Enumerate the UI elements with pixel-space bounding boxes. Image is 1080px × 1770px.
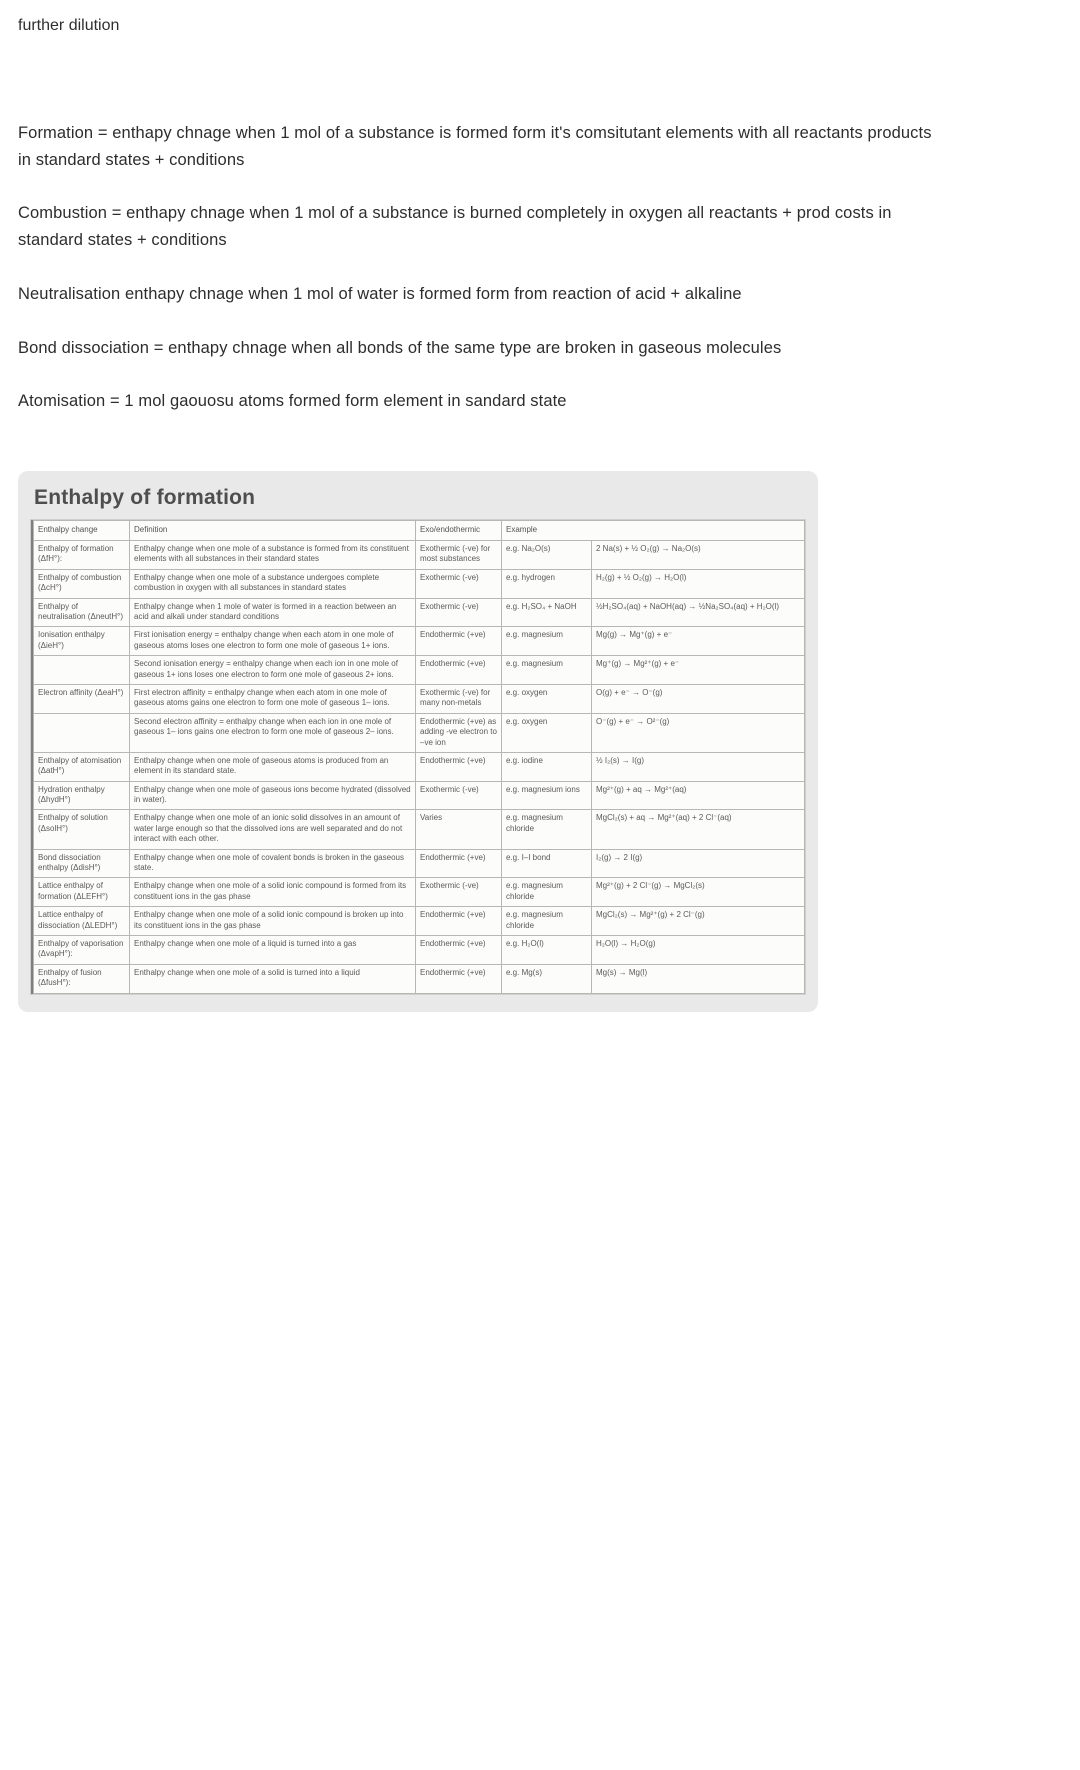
- cell-equation: Mg²⁺(g) + aq → Mg²⁺(aq): [592, 781, 805, 810]
- paragraph-bond-dissociation[interactable]: Bond dissociation = enthapy chnage when all bonds of the same type are broken in gaseous molecules: [18, 338, 782, 357]
- cell-definition: Enthalpy change when one mole of a solid ionic compound is broken up into its constituent ions in the gas phase: [130, 907, 416, 936]
- cell-term: Enthalpy of combustion (ΔcH°): [34, 569, 130, 598]
- cell-example: e.g. magnesium: [502, 656, 592, 685]
- cell-definition: First electron affinity = enthalpy change when each atom in one mole of gaseous atoms gains one electron to form one mole of gaseous 1– ions.: [130, 684, 416, 713]
- definition-paragraphs: [18, 120, 1040, 415]
- cell-definition: Second ionisation energy = enthalpy change when each ion in one mole of gaseous 1+ ions loses one electron to form one mole of gaseous 2+ ions.: [130, 656, 416, 685]
- cell-thermic: Endothermic (+ve): [416, 964, 502, 993]
- cell-term: Ionisation enthalpy (ΔieH°): [34, 627, 130, 656]
- table-row: [34, 781, 805, 810]
- cell-definition: Enthalpy change when one mole of a solid is turned into a liquid: [130, 964, 416, 993]
- note-line-further-dilution[interactable]: further dilution: [18, 17, 120, 34]
- enthalpy-table: [33, 520, 805, 994]
- cell-example: e.g. H₂O(l): [502, 935, 592, 964]
- cell-thermic: Exothermic (-ve) for many non-metals: [416, 684, 502, 713]
- enthalpy-table-image: [31, 520, 805, 994]
- table-row: [34, 713, 805, 752]
- cell-equation: I₂(g) → 2 I(g): [592, 849, 805, 878]
- cell-equation: O(g) + e⁻ → O⁻(g): [592, 684, 805, 713]
- cell-definition: First ionisation energy = enthalpy change when each atom in one mole of gaseous atoms loses one electron to form one mole of gaseous 1+ ions.: [130, 627, 416, 656]
- header-definition: Definition: [130, 521, 416, 541]
- cell-definition: Enthalpy change when one mole of covalent bonds is broken in the gaseous state.: [130, 849, 416, 878]
- enthalpy-of-formation-card[interactable]: [18, 471, 818, 1012]
- cell-example: e.g. I–I bond: [502, 849, 592, 878]
- table-row: [34, 907, 805, 936]
- cell-term: Electron affinity (ΔeaH°): [34, 684, 130, 713]
- cell-term: Enthalpy of vaporisation (ΔvapH°):: [34, 935, 130, 964]
- cell-thermic: Endothermic (+ve): [416, 849, 502, 878]
- paragraph-combustion[interactable]: Combustion = enthapy chnage when 1 mol of a substance is burned completely in oxygen all reactants + prod costs in standard states + conditions: [18, 204, 892, 250]
- header-exo-endothermic: Exo/endothermic: [416, 521, 502, 541]
- table-row: [34, 627, 805, 656]
- cell-equation: Mg(g) → Mg⁺(g) + e⁻: [592, 627, 805, 656]
- table-row: [34, 569, 805, 598]
- cell-example: e.g. magnesium chloride: [502, 878, 592, 907]
- cell-equation: MgCl₂(s) → Mg²⁺(g) + 2 Cl⁻(g): [592, 907, 805, 936]
- cell-equation: H₂(g) + ½ O₂(g) → H₂O(l): [592, 569, 805, 598]
- cell-thermic: Exothermic (-ve): [416, 598, 502, 627]
- cell-equation: Mg⁺(g) → Mg²⁺(g) + e⁻: [592, 656, 805, 685]
- header-enthalpy-change: Enthalpy change: [34, 521, 130, 541]
- table-row: [34, 849, 805, 878]
- table-row: [34, 964, 805, 993]
- cell-example: e.g. Na₂O(s): [502, 541, 592, 570]
- cell-equation: 2 Na(s) + ½ O₂(g) → Na₂O(s): [592, 541, 805, 570]
- cell-term: Enthalpy of atomisation (ΔatH°): [34, 752, 130, 781]
- table-row: [34, 684, 805, 713]
- cell-definition: Enthalpy change when one mole of a substance is formed from its constituent elements with all substances in their standard states: [130, 541, 416, 570]
- header-example: Example: [502, 521, 805, 541]
- cell-example: e.g. magnesium: [502, 627, 592, 656]
- cell-definition: Enthalpy change when one mole of a liquid is turned into a gas: [130, 935, 416, 964]
- table-row: [34, 541, 805, 570]
- cell-thermic: Exothermic (-ve): [416, 781, 502, 810]
- cell-term: Bond dissociation enthalpy (ΔdisH°): [34, 849, 130, 878]
- cell-term: Lattice enthalpy of dissociation (ΔLEDH°): [34, 907, 130, 936]
- cell-equation: O⁻(g) + e⁻ → O²⁻(g): [592, 713, 805, 752]
- cell-definition: Enthalpy change when one mole of an ionic solid dissolves in an amount of water large enough so that the dissolved ions are well separated and do not interact with each other.: [130, 810, 416, 849]
- cell-term: Hydration enthalpy (ΔhydH°): [34, 781, 130, 810]
- cell-example: e.g. magnesium ions: [502, 781, 592, 810]
- cell-equation: MgCl₂(s) + aq → Mg²⁺(aq) + 2 Cl⁻(aq): [592, 810, 805, 849]
- table-row: [34, 598, 805, 627]
- cell-thermic: Endothermic (+ve): [416, 627, 502, 656]
- cell-example: e.g. magnesium chloride: [502, 907, 592, 936]
- cell-term: Lattice enthalpy of formation (ΔLEFH°): [34, 878, 130, 907]
- cell-definition: Enthalpy change when one mole of a substance undergoes complete combustion in oxygen with all substances in standard states: [130, 569, 416, 598]
- table-row: [34, 935, 805, 964]
- cell-equation: ½ I₂(s) → I(g): [592, 752, 805, 781]
- cell-definition: Enthalpy change when one mole of a solid ionic compound is formed from its constituent ions in the gas phase: [130, 878, 416, 907]
- table-row: [34, 656, 805, 685]
- cell-thermic: Exothermic (-ve): [416, 878, 502, 907]
- paragraph-atomisation[interactable]: Atomisation = 1 mol gaouosu atoms formed form element in sandard state: [18, 392, 567, 411]
- cell-term: [34, 713, 130, 752]
- paragraph-neutralisation[interactable]: Neutralisation enthapy chnage when 1 mol of water is formed form from reaction of acid + alkaline: [18, 284, 742, 303]
- cell-example: e.g. hydrogen: [502, 569, 592, 598]
- cell-thermic: Endothermic (+ve): [416, 935, 502, 964]
- cell-example: e.g. oxygen: [502, 684, 592, 713]
- cell-thermic: Endothermic (+ve) as adding -ve electron to –ve ion: [416, 713, 502, 752]
- enthalpy-table-body: [34, 541, 805, 994]
- cell-thermic: Varies: [416, 810, 502, 849]
- cell-equation: Mg(s) → Mg(l): [592, 964, 805, 993]
- cell-term: Enthalpy of formation (ΔfH°):: [34, 541, 130, 570]
- cell-example: e.g. oxygen: [502, 713, 592, 752]
- cell-thermic: Endothermic (+ve): [416, 656, 502, 685]
- cell-example: e.g. H₂SO₄ + NaOH: [502, 598, 592, 627]
- cell-example: e.g. iodine: [502, 752, 592, 781]
- paragraph-formation[interactable]: Formation = enthapy chnage when 1 mol of a substance is formed form it's comsitutant elements with all reactants products in standard states + conditions: [18, 124, 932, 169]
- cell-definition: Enthalpy change when one mole of gaseous atoms is produced from an element in its standard state.: [130, 752, 416, 781]
- cell-definition: Enthalpy change when 1 mole of water is formed in a reaction between an acid and alkali under standard conditions: [130, 598, 416, 627]
- table-row: [34, 752, 805, 781]
- cell-example: e.g. magnesium chloride: [502, 810, 592, 849]
- cell-example: e.g. Mg(s): [502, 964, 592, 993]
- cell-definition: Enthalpy change when one mole of gaseous ions become hydrated (dissolved in water).: [130, 781, 416, 810]
- table-row: [34, 878, 805, 907]
- cell-term: Enthalpy of solution (ΔsolH°): [34, 810, 130, 849]
- cell-equation: ½H₂SO₄(aq) + NaOH(aq) → ½Na₂SO₄(aq) + H₂O(l): [592, 598, 805, 627]
- cell-definition: Second electron affinity = enthalpy change when each ion in one mole of gaseous 1– ions gains one electron to form one mole of gaseous 2– ions.: [130, 713, 416, 752]
- cell-equation: H₂O(l) → H₂O(g): [592, 935, 805, 964]
- cell-thermic: Exothermic (-ve): [416, 569, 502, 598]
- cell-term: Enthalpy of fusion (ΔfusH°):: [34, 964, 130, 993]
- table-row: [34, 810, 805, 849]
- cell-equation: Mg²⁺(g) + 2 Cl⁻(g) → MgCl₂(s): [592, 878, 805, 907]
- cell-term: Enthalpy of neutralisation (ΔneutH°): [34, 598, 130, 627]
- cell-thermic: Endothermic (+ve): [416, 752, 502, 781]
- table-header-row: [34, 521, 805, 541]
- card-title: Enthalpy of formation: [34, 486, 256, 510]
- cell-thermic: Endothermic (+ve): [416, 907, 502, 936]
- cell-term: [34, 656, 130, 685]
- cell-thermic: Exothermic (-ve) for most substances: [416, 541, 502, 570]
